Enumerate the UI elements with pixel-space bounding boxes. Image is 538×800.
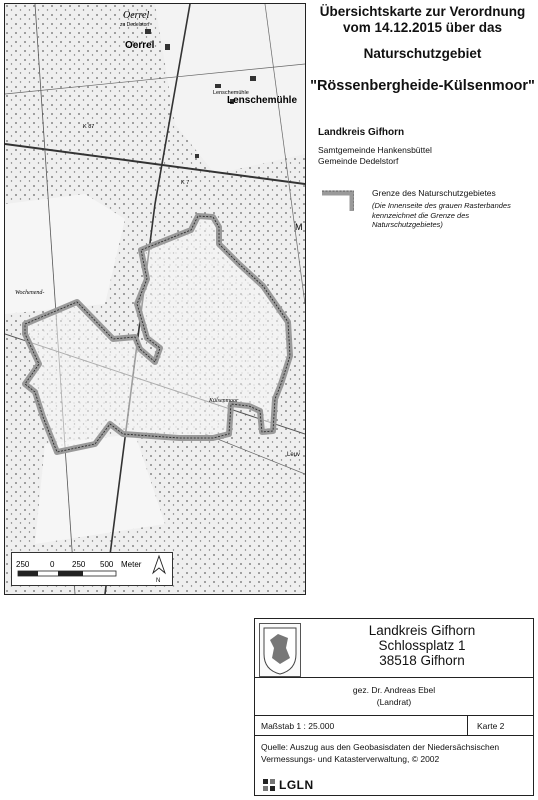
signature-role: (Landrat): [376, 697, 412, 707]
coat-of-arms-icon: [259, 623, 301, 677]
authority-city: 38518 Gifhorn: [379, 653, 465, 668]
topographic-map: [4, 3, 306, 595]
scale-tick-4: 500: [100, 560, 114, 569]
north-arrow-icon: [153, 556, 165, 573]
title-line-2: vom 14.12.2015 über das: [342, 20, 503, 35]
scale-bar-segment: [18, 571, 38, 576]
scale-row-divider: [467, 715, 468, 736]
map-scale: Maßstab 1 : 25.000: [261, 721, 335, 731]
label-oerrel-sub: zu Dedelstorf: [120, 22, 150, 28]
label-m: M: [295, 222, 303, 232]
authority-box: [254, 618, 534, 796]
building: [195, 154, 199, 158]
scale-bar-segment: [58, 571, 83, 576]
building: [145, 29, 151, 34]
label-leuv: Leuv: [287, 452, 301, 458]
authority-street: Schlossplatz 1: [378, 638, 466, 653]
north-label: N: [156, 578, 161, 584]
scale-bar: [11, 552, 173, 586]
lgln-logo-icon: [263, 779, 275, 791]
legend-note: (Die Innenseite des grauen Rasterbandes kennzeichnet die Grenze des Naturschutzgebietes): [372, 201, 511, 229]
label-lenschemuhle-small: Lenschemühle: [213, 90, 249, 96]
legend-boundary-symbol: [320, 190, 354, 212]
label-lenschemuhle: Lenschemühle: [227, 95, 298, 106]
source-note: Quelle: Auszug aus den Geobasisdaten der Niedersächsischen Vermessungs- und Katasterverwaltung, © 2002: [261, 742, 500, 764]
scale-unit: Meter: [121, 560, 142, 569]
scale-tick-3: 250: [72, 560, 86, 569]
label-kulsenmoor: Külsenmoor: [209, 398, 239, 404]
legend-label: Grenze des Naturschutzgebietes: [372, 188, 496, 198]
label-k87: K 87: [83, 124, 95, 130]
samtgemeinde: Samtgemeinde Hankensbüttel: [318, 145, 432, 155]
scale-tick-1: 250: [16, 560, 30, 569]
authority-name: Landkreis Gifhorn: [368, 623, 476, 638]
signature-name: gez. Dr. Andreas Ebel: [352, 685, 436, 695]
label-k7: K 7: [181, 180, 190, 186]
lgln-logo-text: LGLN: [279, 778, 314, 792]
scale-tick-2: 0: [50, 560, 55, 569]
title-reserve-name: "Rössenbergheide-Külsenmoor": [310, 78, 535, 94]
building: [165, 44, 170, 50]
title-line-3: Naturschutzgebiet: [363, 46, 482, 61]
map-drawing: [5, 4, 305, 594]
label-oerrel-top: Oerrel: [123, 10, 150, 21]
label-oerrel: Oerrel: [125, 40, 155, 51]
title-line-1: Übersichtskarte zur Verordnung: [319, 4, 526, 19]
map-number: Karte 2: [477, 721, 505, 731]
scale-bar-graphic: [12, 553, 172, 585]
district-name: Landkreis Gifhorn: [318, 127, 405, 138]
lgln-logo: [263, 778, 314, 792]
label-wochenend: Wochenend-: [15, 290, 45, 296]
authority-name-block: [315, 623, 529, 668]
building: [215, 84, 221, 88]
gemeinde: Gemeinde Dedelstorf: [318, 156, 399, 166]
building: [250, 76, 256, 81]
